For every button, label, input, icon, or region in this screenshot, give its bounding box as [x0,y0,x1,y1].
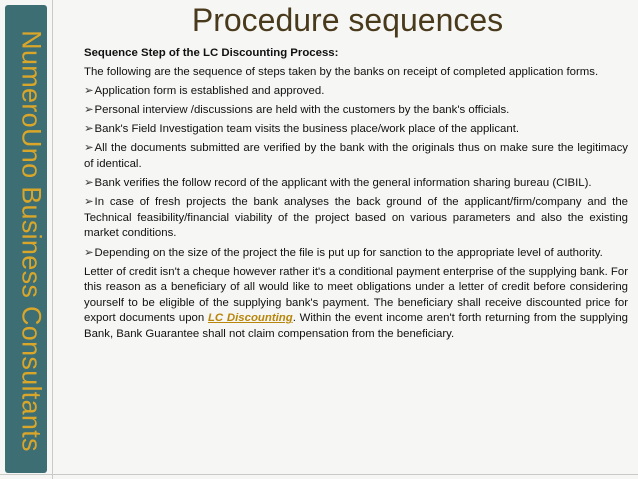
bullet-item [84,141,628,172]
frame-bottom-line [0,474,638,475]
slide-body [84,46,628,346]
section-heading: Sequence Step of the LC Discounting Process: [84,47,339,59]
closing-paragraph [84,265,628,343]
arrow-bullet-icon: ➢ [84,142,94,155]
bullet-item [84,246,628,262]
intro-paragraph: The following are the sequence of steps taken by the banks on receipt of completed application forms. [84,66,599,79]
bullet-item [84,195,628,242]
closing-text-start: Letter of credit isn't a cheque however rather it's a conditional payment enterprise of the supplying bank. For this reason as a beneficiary of all would like to meet obligations under a letter of credit before considering yourself to be eligible of the supplying bank's payment. The beneficiary shall receive discounted price for export documents upon [84,265,628,325]
bullet-text: Depending on the size of the project the file is put up for sanction to the appropriate level of authority. [94,246,603,259]
arrow-bullet-icon: ➢ [84,123,94,136]
sidebar-band [5,5,47,473]
arrow-bullet-icon: ➢ [84,85,94,98]
page-title: Procedure sequences [191,2,504,38]
bullet-text: Application form is established and approved. [94,85,325,98]
bullet-text: Bank verifies the follow record of the applicant with the general information sharing bureau (CIBIL). [94,177,592,190]
bullet-item [84,84,628,100]
bullet-item [84,122,628,138]
bullet-text: Bank's Field Investigation team visits the business place/work place of the applicant. [94,123,520,136]
frame-divider [52,0,53,479]
bullet-text: Personal interview /discussions are held with the customers by the bank's officials. [94,104,510,117]
bullet-item [84,103,628,119]
bullet-item [84,176,628,192]
bullet-text: All the documents submitted are verified by the bank with the originals thus on make sure the legitimacy of identical. [84,142,628,171]
arrow-bullet-icon: ➢ [84,177,94,190]
arrow-bullet-icon: ➢ [84,104,94,117]
bullet-list [84,84,628,261]
closing-text-end: . Within the event income aren't forth returning from the supplying Bank, Bank Guarantee shall not claim compensation from the beneficiary. [84,312,629,340]
bullet-text: In case of fresh projects the bank analyses the back ground of the applicant/firm/company and the Technical feasibility/financial viability of the project based on various parameters and also the existing market conditions. [84,196,628,240]
arrow-bullet-icon: ➢ [84,196,94,209]
brand-name: NumeroUno Business Consultants [16,30,47,452]
lc-discounting-link[interactable]: LC Discounting [207,312,293,325]
arrow-bullet-icon: ➢ [84,246,94,259]
